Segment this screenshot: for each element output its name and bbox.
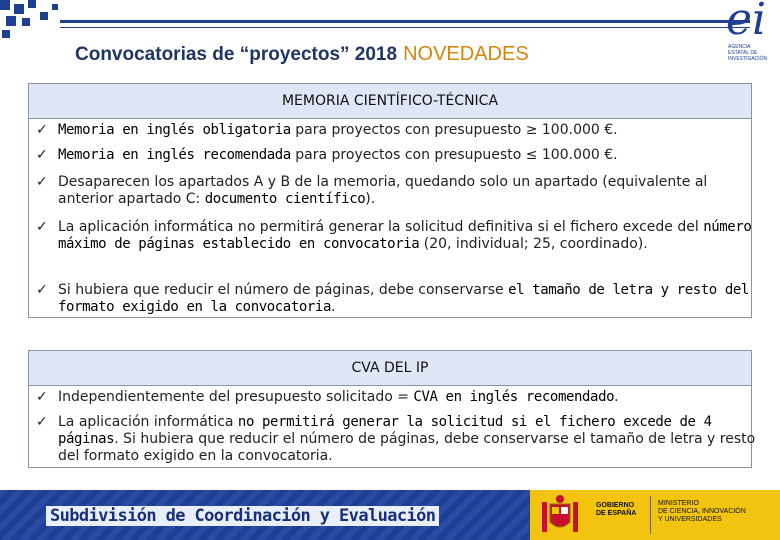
list-item: ✓ Independientemente del presupuesto solicitado = CVA en inglés recomendado. (36, 389, 619, 405)
gobierno-line: GOBIERNO (596, 502, 635, 509)
header-rule (60, 20, 750, 23)
logo-line: INVESTIGACIÓN (728, 56, 768, 62)
ministerio-line: DE CIENCIA, INNOVACIÓN (658, 508, 746, 515)
logo-mark: ei (726, 0, 767, 45)
list-item: ✓ Memoria en inglés obligatoria para proyectos con presupuesto ≥ 100.000 €. (36, 122, 618, 138)
government-logo (530, 490, 780, 540)
check-icon: ✓ (36, 147, 48, 163)
section-heading-memoria: MEMORIA CIENTÍFICO-TÉCNICA (28, 83, 752, 119)
coat-of-arms-icon (540, 494, 580, 536)
list-item: ✓ Desaparecen los apartados A y B de la memoria, quedando solo un apartado (equivalente al anterior apartado C: documento científico). (36, 174, 708, 207)
list-item: ✓ Si hubiera que reducir el número de páginas, debe conservarse el tamaño de letra y resto del formato exigido en la convocatoria. (36, 282, 749, 315)
aei-logo (718, 0, 780, 72)
title-text: Convocatorias de “proyectos” 2018 (75, 44, 398, 65)
check-icon: ✓ (36, 174, 48, 190)
section-heading-cva: CVA DEL IP (28, 350, 752, 386)
ministerio-line: MINISTERIO (658, 500, 699, 507)
gobierno-line: DE ESPAÑA (596, 510, 637, 517)
check-icon: ✓ (36, 282, 48, 298)
logo-line: AGENCIA (728, 44, 751, 50)
logo-separator (650, 496, 651, 534)
page-title (75, 43, 529, 66)
check-icon: ✓ (36, 414, 48, 430)
list-item: ✓ La aplicación informática no permitirá generar la solicitud si el fichero excede de 4 páginas. Si hubiera que reducir el número de páginas, debe conservarse el tamaño de letra y resto del formato exigido en la convocatoria. (36, 414, 756, 464)
list-item: ✓ La aplicación informática no permitirá generar la solicitud definitiva si el fichero excede del número máximo de páginas establecido en convocatoria (20, individual; 25, coordinado). (36, 219, 752, 252)
check-icon: ✓ (36, 219, 48, 235)
novedades-badge: NOVEDADES (403, 43, 529, 65)
check-icon: ✓ (36, 122, 48, 138)
logo-line: ESTATAL DE (728, 50, 758, 56)
footer-unit-name: Subdivisión de Coordinación y Evaluación (46, 506, 439, 526)
ministerio-line: Y UNIVERSIDADES (658, 516, 722, 523)
footer (0, 490, 780, 540)
check-icon: ✓ (36, 389, 48, 405)
list-item: ✓ Memoria en inglés recomendada para proyectos con presupuesto ≤ 100.000 €. (36, 147, 618, 163)
header-rule-thin (60, 27, 750, 28)
